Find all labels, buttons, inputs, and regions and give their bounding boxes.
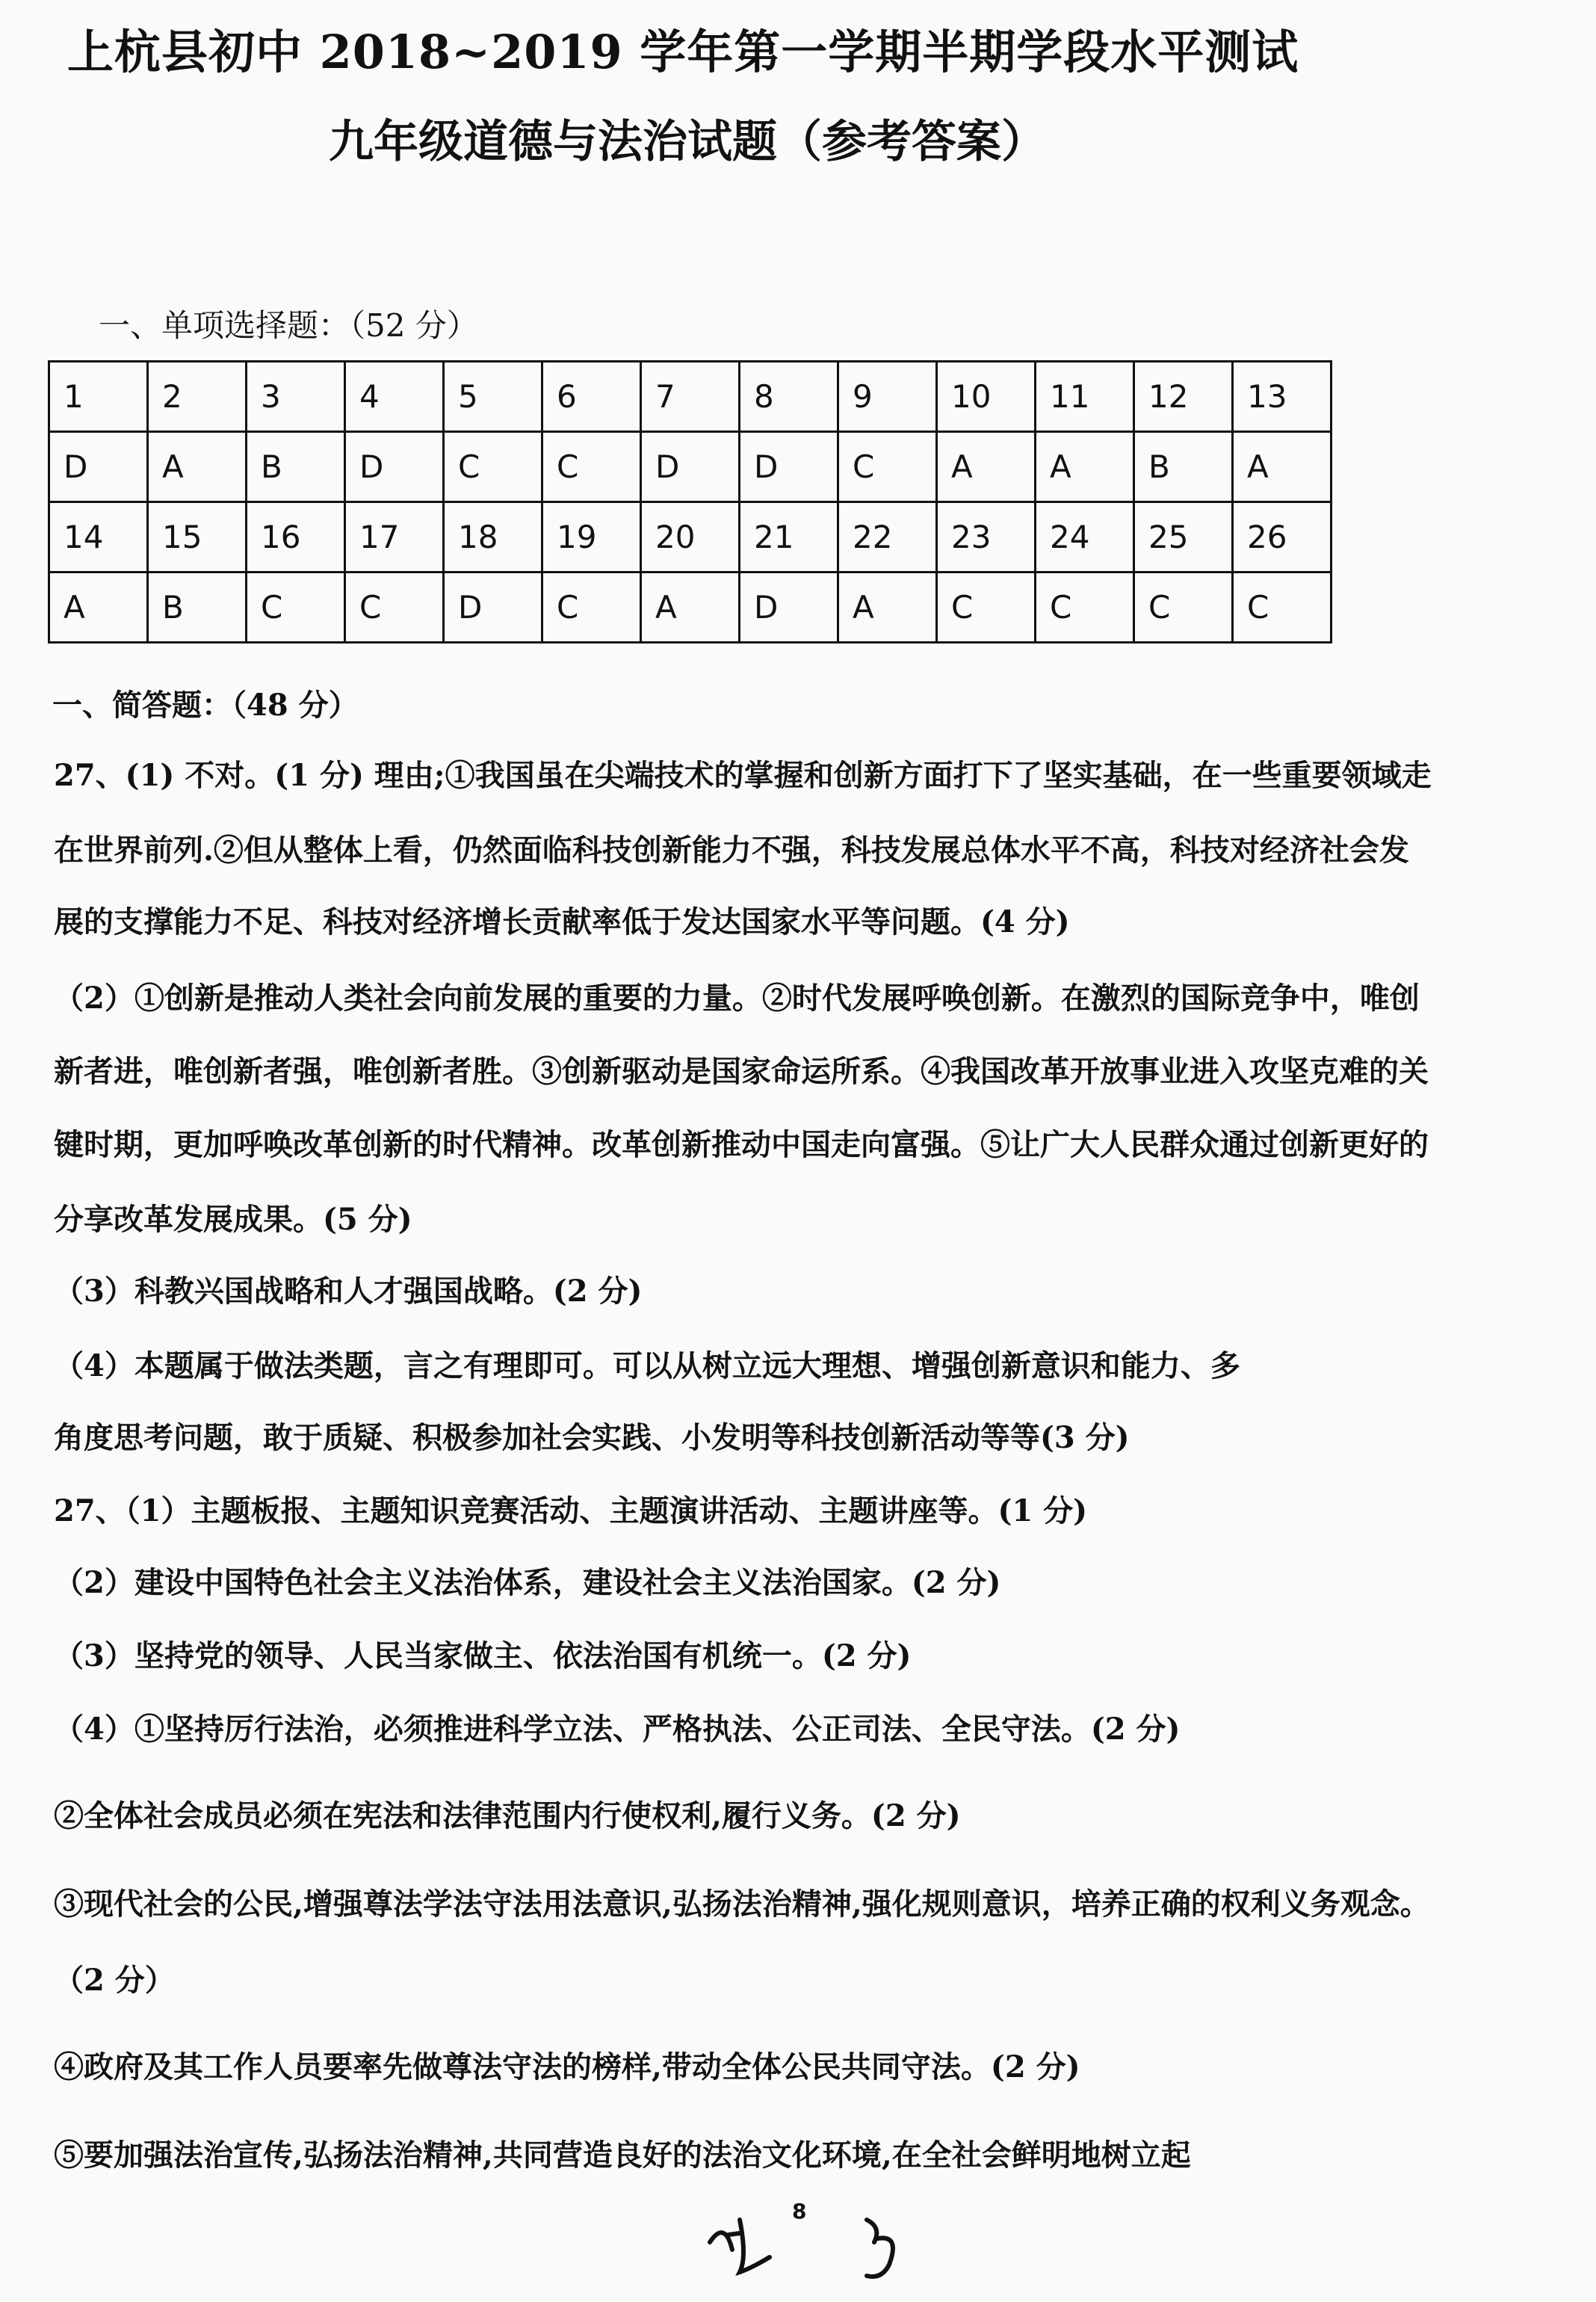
answer-text-line: 在世界前列.②但从整体上看，仍然面临科技创新能力不强，科技发展总体水平不高，科技对经济社会发	[54, 833, 1409, 868]
question-number-cell: 24	[1036, 502, 1134, 573]
answer-text-line: （2）①创新是推动人类社会向前发展的重要的力量。②时代发展呼唤创新。在激烈的国际竞争中，唯创	[54, 981, 1420, 1016]
answer-text-line: 展的支撑能力不足、科技对经济增长贡献率低于发达国家水平等问题。(4 分)	[54, 904, 1070, 939]
answer-cell: C	[1233, 573, 1331, 643]
answer-cell: A	[49, 573, 148, 643]
answer-cell: D	[444, 573, 542, 643]
answer-cell: A	[148, 432, 247, 502]
question-number-cell: 8	[740, 362, 838, 432]
question-number-cell: 16	[247, 502, 345, 573]
answer-cell: C	[444, 432, 542, 502]
answer-text-line: （2）建设中国特色社会主义法治体系，建设社会主义法治国家。(2 分)	[54, 1565, 1001, 1600]
question-number-cell: 11	[1036, 362, 1134, 432]
answer-table-row	[49, 432, 1331, 502]
answer-text-line: ③现代社会的公民,增强尊法学法守法用法意识,弘扬法治精神,强化规则意识，培养正确的权利义务观念。	[54, 1886, 1430, 1922]
answer-cell: B	[148, 573, 247, 643]
question-number-cell: 14	[49, 502, 148, 573]
question-number-cell: 25	[1134, 502, 1233, 573]
question-number-cell: 26	[1233, 502, 1331, 573]
answer-text-line: （4）①坚持厉行法治，必须推进科学立法、严格执法、公正司法、全民守法。(2 分)	[54, 1712, 1181, 1747]
page-number: 8	[792, 2199, 807, 2224]
multiple-choice-heading: 一、单项选择题：（52 分）	[99, 307, 478, 344]
handwritten-mark	[695, 2190, 1009, 2287]
answer-cell: C	[345, 573, 444, 643]
answer-cell: A	[937, 432, 1036, 502]
question-number-cell: 22	[838, 502, 937, 573]
answer-text-line: 27、(1) 不对。(1 分) 理由;①我国虽在尖端技术的掌握和创新方面打下了坚实基础，在一些重要领域走	[54, 758, 1432, 793]
question-number-cell: 20	[641, 502, 740, 573]
answer-cell: C	[838, 432, 937, 502]
answer-text-line: 27、（1）主题板报、主题知识竞赛活动、主题演讲活动、主题讲座等。(1 分)	[54, 1493, 1088, 1528]
answer-cell: C	[1134, 573, 1233, 643]
answer-cell: D	[641, 432, 740, 502]
question-number-cell: 17	[345, 502, 444, 573]
answer-cell: A	[1036, 432, 1134, 502]
answer-cell: D	[49, 432, 148, 502]
answer-text-line: （3）科教兴国战略和人才强国战略。(2 分)	[54, 1274, 643, 1309]
answer-cell: A	[838, 573, 937, 643]
question-number-cell: 13	[1233, 362, 1331, 432]
exam-title: 上杭县初中 2018~2019 学年第一学期半期学段水平测试	[67, 25, 1299, 79]
answer-cell: D	[740, 432, 838, 502]
answer-text-line: 分享改革发展成果。(5 分)	[54, 1202, 412, 1237]
question-number-cell: 12	[1134, 362, 1233, 432]
question-number-cell: 6	[542, 362, 641, 432]
answer-cell: D	[345, 432, 444, 502]
question-number-cell: 5	[444, 362, 542, 432]
question-number-cell: 3	[247, 362, 345, 432]
answer-table	[48, 360, 1332, 644]
answer-cell: D	[740, 573, 838, 643]
question-number-cell: 7	[641, 362, 740, 432]
question-number-cell: 4	[345, 362, 444, 432]
question-number-cell: 18	[444, 502, 542, 573]
answer-cell: A	[1233, 432, 1331, 502]
answer-text-line: （3）坚持党的领导、人民当家做主、依法治国有机统一。(2 分)	[54, 1638, 912, 1673]
question-number-cell: 15	[148, 502, 247, 573]
answer-cell: C	[1036, 573, 1134, 643]
answer-table-row	[49, 362, 1331, 432]
answer-table-row	[49, 502, 1331, 573]
answer-cell: C	[247, 573, 345, 643]
answer-text-line: 键时期，更加呼唤改革创新的时代精神。改革创新推动中国走向富强。⑤让广大人民群众通过创新更好的	[54, 1127, 1429, 1162]
question-number-cell: 23	[937, 502, 1036, 573]
question-number-cell: 19	[542, 502, 641, 573]
answer-text-line: ②全体社会成员必须在宪法和法律范围内行使权利,履行义务。(2 分)	[54, 1798, 961, 1833]
exam-subtitle: 九年级道德与法治试题（参考答案）	[329, 116, 1046, 168]
question-number-cell: 1	[49, 362, 148, 432]
question-number-cell: 2	[148, 362, 247, 432]
question-number-cell: 21	[740, 502, 838, 573]
answer-cell: C	[937, 573, 1036, 643]
answer-text-line: 角度思考问题，敢于质疑、积极参加社会实践、小发明等科技创新活动等等(3 分)	[54, 1420, 1130, 1455]
answer-text-line: （2 分）	[54, 1963, 175, 1998]
answer-cell: A	[641, 573, 740, 643]
question-number-cell: 9	[838, 362, 937, 432]
answer-text-line: （4）本题属于做法类题，言之有理即可。可以从树立远大理想、增强创新意识和能力、多	[54, 1348, 1240, 1383]
short-answer-heading: 一、简答题：（48 分）	[52, 688, 359, 723]
answer-text-line: 新者进，唯创新者强，唯创新者胜。③创新驱动是国家命运所系。④我国改革开放事业进入攻坚克难的关	[54, 1054, 1429, 1089]
answer-text-line: ④政府及其工作人员要率先做尊法守法的榜样,带动全体公民共同守法。(2 分)	[54, 2049, 1080, 2085]
answer-cell: C	[542, 573, 641, 643]
answer-cell: B	[1134, 432, 1233, 502]
answer-cell: C	[542, 432, 641, 502]
question-number-cell: 10	[937, 362, 1036, 432]
answer-table-row	[49, 573, 1331, 643]
answer-text-line: ⑤要加强法治宣传,弘扬法治精神,共同营造良好的法治文化环境,在全社会鲜明地树立起	[54, 2138, 1191, 2173]
answer-cell: B	[247, 432, 345, 502]
